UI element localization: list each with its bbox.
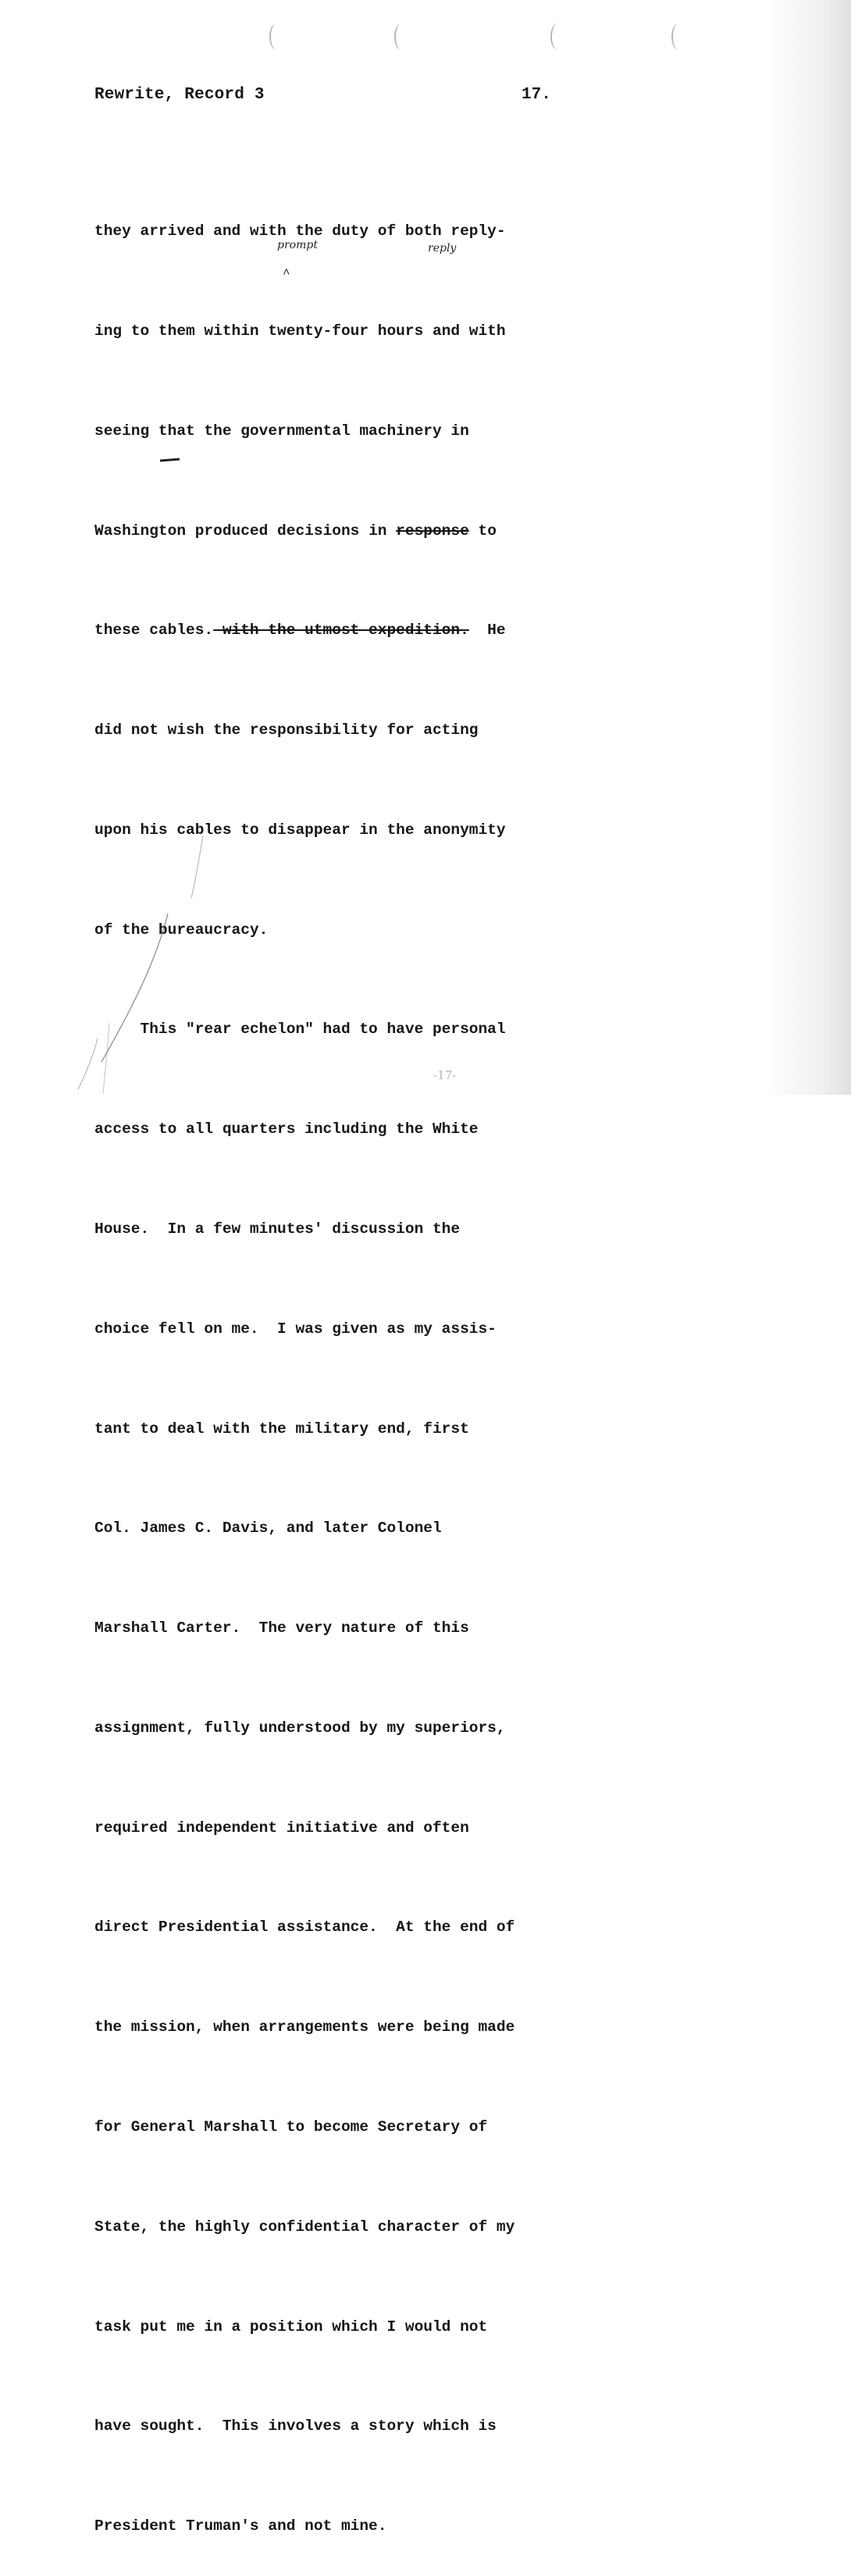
- text-line: ing to them within twenty-four hours and with: [94, 322, 506, 340]
- text-line: direct Presidential assistance. At the end of: [94, 1919, 515, 1936]
- page-title: Rewrite, Record 3: [94, 86, 265, 104]
- text-line: task put me in a position which I would not: [94, 2318, 488, 2336]
- text-line: required independent initiative and often: [94, 1819, 469, 1837]
- line-segment: decisions in: [268, 522, 397, 540]
- text-line: of the bureaucracy.: [94, 921, 269, 939]
- struck-phrase: with the utmost expedition.: [213, 622, 469, 640]
- footer-page-mark: -17-: [433, 1068, 457, 1082]
- line-segment: to: [468, 522, 497, 540]
- handwritten-insertion-reply: reply: [428, 242, 457, 255]
- pencil-marks: [0, 0, 851, 1095]
- text-line: Col. James C. Davis, and later Colonel: [94, 1520, 442, 1537]
- pencil-stroke: [160, 459, 180, 461]
- pencil-stroke: [78, 1039, 98, 1089]
- text-line: tant to deal with the military end, first: [94, 1420, 469, 1438]
- page-number: 17.: [522, 86, 551, 104]
- text-line: assignment, fully understood by my superiors,: [94, 1719, 506, 1737]
- text-line: upon his cables to disappear in the anonymity: [94, 821, 506, 839]
- text-line: they arrived and with the duty of both reply-: [94, 223, 506, 240]
- text-line: access to all quarters including the White: [94, 1121, 479, 1138]
- text-line: Marshall Carter. The very nature of this: [94, 1619, 469, 1637]
- text-line: for General Marshall to become Secretary of: [94, 2118, 488, 2136]
- text-line: choice fell on me. I was given as my assis-: [94, 1320, 497, 1338]
- text-line: seeing that the governmental machinery in: [94, 422, 469, 440]
- text-line: This "rear echelon" had to have personal: [94, 1021, 506, 1039]
- line-segment: He: [468, 622, 506, 640]
- text-line: did not wish the responsibility for acting: [94, 721, 479, 739]
- text-line: House. In a few minutes' discussion the: [94, 1220, 461, 1238]
- line-segment: Washington produced: [94, 522, 269, 540]
- struck-word: response: [396, 522, 469, 540]
- text-line: State, the highly confidential character of my: [94, 2218, 515, 2236]
- text-line: have sought. This involves a story which is: [94, 2417, 497, 2435]
- caret-mark-icon: ^: [283, 267, 290, 281]
- pencil-stroke: [101, 914, 168, 1062]
- line-segment: these cables.: [94, 622, 214, 640]
- pencil-stroke: [191, 836, 203, 898]
- handwritten-insertion-prompt: prompt: [277, 239, 318, 251]
- text-line: the mission, when arrangements were being made: [94, 2018, 515, 2036]
- text-line: President Truman's and not mine.: [94, 2517, 387, 2535]
